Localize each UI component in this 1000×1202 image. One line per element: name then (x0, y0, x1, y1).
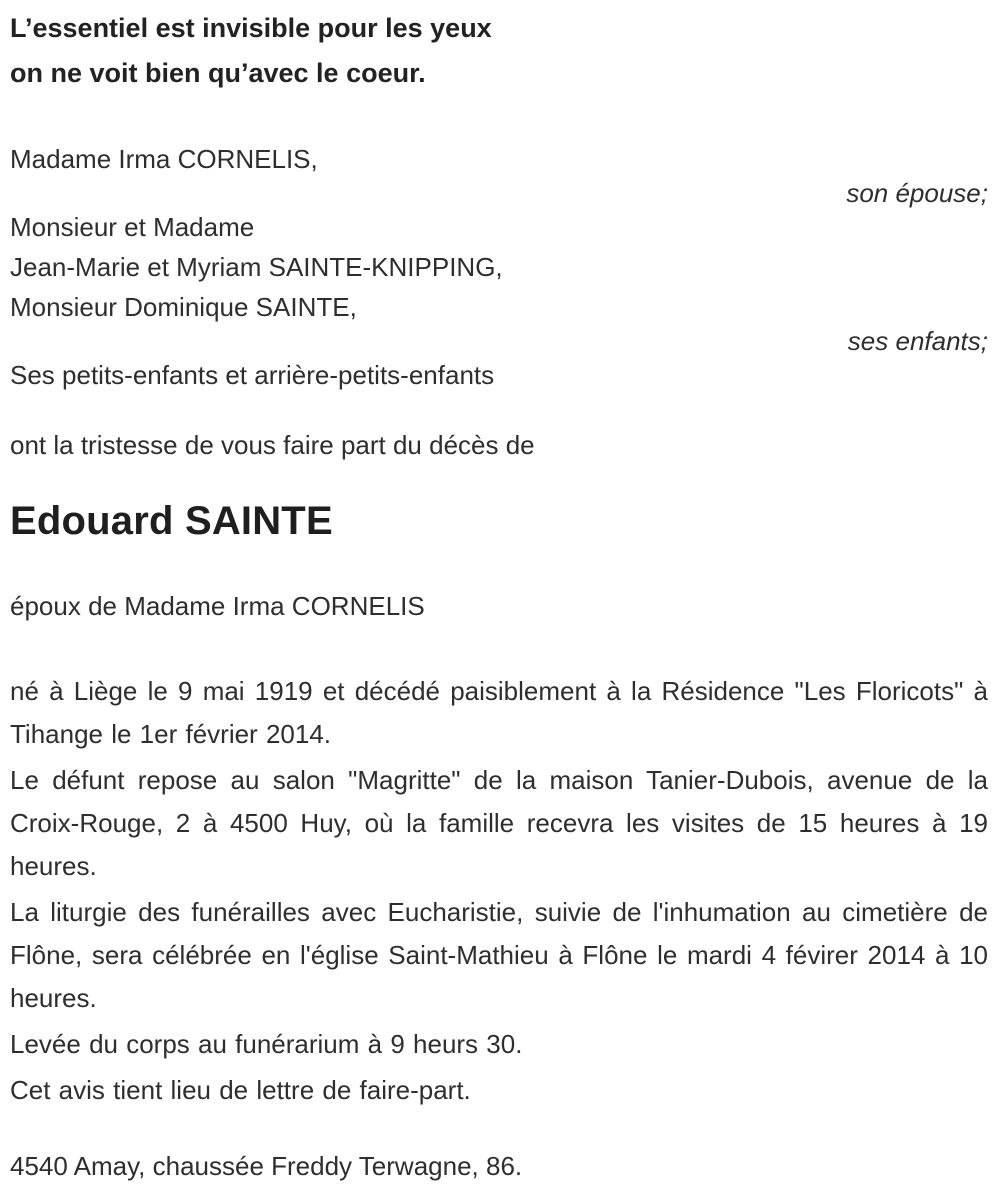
deceased-name: Edouard SAINTE (10, 499, 333, 543)
body-paragraph-liturgy: La liturgie des funérailles avec Eucharistie, suivie de l'inhumation au cimetière de Flône, sera célébrée en l'église Saint-Mathieu à Flône le mardi 4 févirer 2014 à 10 heures. (10, 897, 988, 1013)
grandchildren-line: Ses petits-enfants et arrière-petits-enfants (10, 360, 495, 390)
quote-line-1: L’essentiel est invisible pour les yeux (10, 13, 492, 43)
spouse-line: époux de Madame Irma CORNELIS (10, 591, 425, 621)
body-paragraph-avis: Cet avis tient lieu de lettre de faire-part. (10, 1075, 471, 1105)
address-line: 4540 Amay, chaussée Freddy Terwagne, 86. (10, 1151, 523, 1181)
relation-label-children: ses enfants; (847, 326, 988, 356)
family-member-line: Monsieur et Madame (10, 212, 255, 242)
family-member-line: Jean-Marie et Myriam SAINTE-KNIPPING, (10, 252, 503, 282)
body-paragraph-repose: Le défunt repose au salon "Magritte" de la maison Tanier-Dubois, avenue de la Croix-Rouge, 2 à 4500 Huy, où la famille recevra les visites de 15 heures à 19 heures. (10, 765, 988, 881)
family-list (10, 139, 988, 395)
body-paragraphs (10, 670, 988, 1112)
quote-line-2: on ne voit bien qu’avec le coeur. (10, 58, 426, 88)
body-paragraph-levee: Levée du corps au funérarium à 9 heurs 30. (10, 1029, 523, 1059)
family-member-line: Madame Irma CORNELIS, (10, 144, 318, 174)
quote-block (10, 14, 988, 87)
family-member-line: Monsieur Dominique SAINTE, (10, 292, 357, 322)
announcement-text: ont la tristesse de vous faire part du décès de (10, 430, 535, 460)
body-paragraph-birth-death: né à Liège le 9 mai 1919 et décédé paisiblement à la Résidence "Les Floricots" à Tihange le 1er février 2014. (10, 676, 988, 749)
relation-label-spouse: son épouse; (846, 178, 988, 208)
